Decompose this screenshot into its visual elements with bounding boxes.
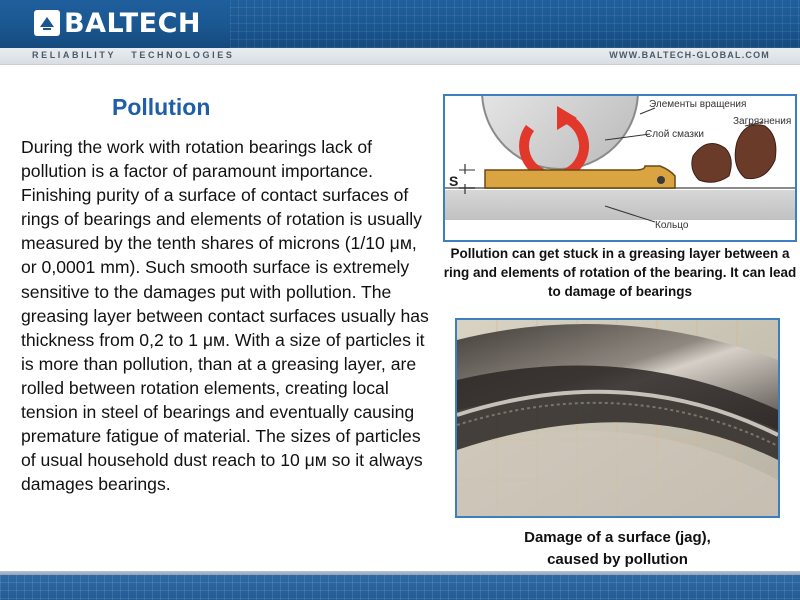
header-pattern	[230, 0, 800, 48]
photo-caption-line-2: caused by pollution	[547, 551, 688, 568]
ring-shape	[445, 190, 795, 220]
contamination-particle-2	[735, 125, 776, 179]
baltech-logo	[34, 6, 201, 40]
label-rolling-elements: Элементы вращения	[649, 99, 747, 110]
photo-caption	[455, 527, 780, 571]
label-contamination: Загрязнения	[733, 116, 792, 127]
photo-caption-line-1: Damage of a surface (jag),	[524, 529, 711, 546]
bearing-damage-photo	[455, 318, 780, 518]
website-link[interactable]: WWW.BALTECH-GLOBAL.COM	[609, 50, 770, 60]
dimension-s-label: S	[449, 173, 459, 189]
logo-mark-icon	[34, 10, 60, 36]
diagram-caption: Pollution can get stuck in a greasing layer between a ring and elements of rotation of the bearing. It can lead to damage of bearings	[443, 246, 797, 299]
slide-title: Pollution	[112, 94, 211, 120]
footer-pattern	[0, 575, 800, 600]
header-bar	[0, 0, 800, 48]
contamination-particle-1	[692, 144, 731, 183]
lubricant-layer-shape	[485, 166, 675, 188]
footer-bar	[0, 575, 800, 600]
logo-text: BALTECH	[64, 7, 201, 39]
slide-body-text: During the work with rotation bearings lack of pollution is a factor of paramount importance. Finishing purity of a surface of contact surfaces of rings of bearings and elements of rotation is usually measured by the tenth shares of microns (1/10 μм, or 0,0001 mm). Such smooth surface is extremely sensitive to the damages put with pollution. The greasing layer between contact surfaces usually has thickness from 0,2 to 1 μм. With a size of particles it is more than pollution, than at a greasing layer, are rolled between rotation elements, creating local tension in steel of bearings and eventually causing premature fatigue of material. The sizes of particles of usual household dust reach to 10 μм so it always damages bearings.	[21, 137, 429, 495]
bearing-pollution-diagram	[443, 94, 797, 242]
label-lubricant-layer: Слой смазки	[645, 129, 704, 140]
tagline: RELIABILITY TECHNOLOGIES	[32, 50, 235, 60]
label-ring: Кольцо	[655, 220, 689, 231]
